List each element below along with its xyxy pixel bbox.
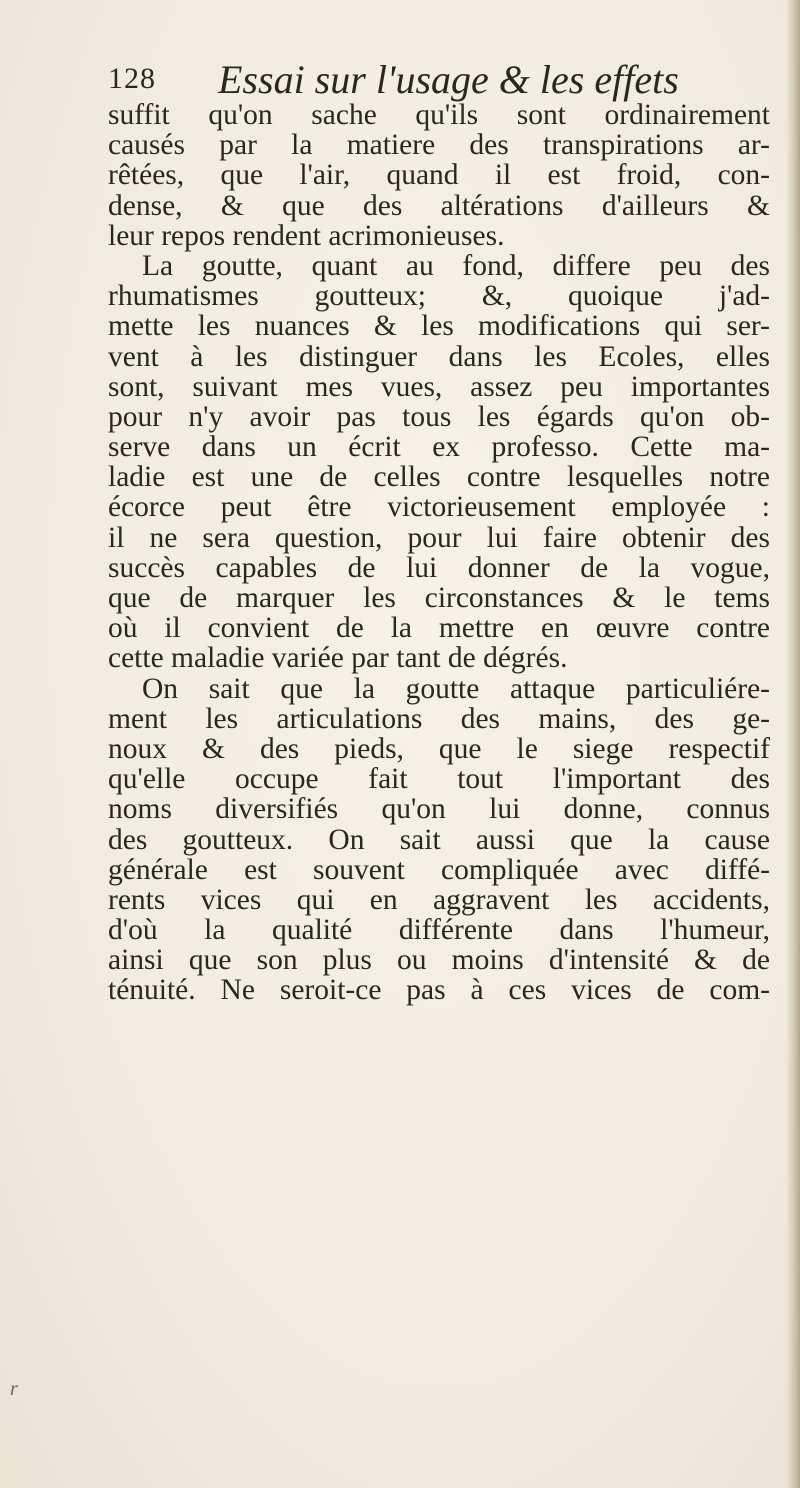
text-line: générale est souvent compliquée avec diffé-	[108, 853, 770, 886]
text-line: pour n'y avoir pas tous les égards qu'on ob-	[108, 400, 770, 433]
text-line: que de marquer les circonstances & le tems	[108, 582, 770, 614]
text-line: vent à les distinguer dans les Ecoles, elles	[108, 340, 770, 373]
text-line: noms diversifiés qu'on lui donne, connus	[108, 793, 770, 826]
text-line: des goutteux. On sait aussi que la cause	[108, 823, 770, 856]
text-line: cette maladie variée par tant de dégrés.	[108, 642, 568, 675]
text-line: mette les nuances & les modifications qui ser-	[108, 310, 770, 343]
page-edge-shadow	[786, 0, 800, 1488]
text-line: il ne sera question, pour lui faire obtenir des	[108, 521, 770, 554]
text-line: serve dans un écrit ex professo. Cette ma-	[108, 431, 770, 464]
text-line: dense, & que des altérations d'ailleurs &	[108, 189, 770, 222]
margin-mark: r	[10, 1378, 18, 1400]
text-line: ainsi que son plus ou moins d'intensité & de	[108, 944, 770, 977]
body-text	[108, 100, 770, 1006]
text-line: où il convient de la mettre en œuvre contre	[108, 612, 770, 645]
text-line: ténuité. Ne seroit-ce pas à ces vices de com-	[108, 974, 770, 1007]
text-line: succès capables de lui donner de la vogue,	[108, 551, 770, 584]
text-line: causés par la matiere des transpirations ar-	[108, 129, 770, 162]
text-line: qu'elle occupe fait tout l'important des	[108, 763, 770, 796]
text-line: On sait que la goutte attaque particuliére-	[142, 672, 770, 705]
running-title: Essai sur l'usage & les effets	[218, 57, 679, 102]
text-line: ment les articulations des mains, des ge-	[108, 702, 770, 735]
text-line: suffit qu'on sache qu'ils sont ordinairement	[108, 99, 770, 131]
text-line: écorce peut être victorieusement employée :	[108, 491, 770, 524]
text-line: La goutte, quant au fond, differe peu des	[142, 249, 770, 282]
page-number: 128	[108, 62, 156, 95]
text-line: rents vices qui en aggravent les accidents,	[108, 883, 770, 916]
text-line: sont, suivant mes vues, assez peu importantes	[108, 370, 770, 403]
text-line: rêtées, que l'air, quand il est froid, con-	[108, 159, 770, 192]
text-line: d'où la qualité différente dans l'humeur,	[108, 914, 770, 947]
text-line: noux & des pieds, que le siege respectif	[108, 732, 770, 765]
text-line: rhumatismes goutteux; &, quoique j'ad-	[108, 280, 770, 313]
text-line: leur repos rendent acrimonieuses.	[108, 219, 505, 252]
text-line: ladie est une de celles contre lesquelles notre	[108, 461, 770, 494]
